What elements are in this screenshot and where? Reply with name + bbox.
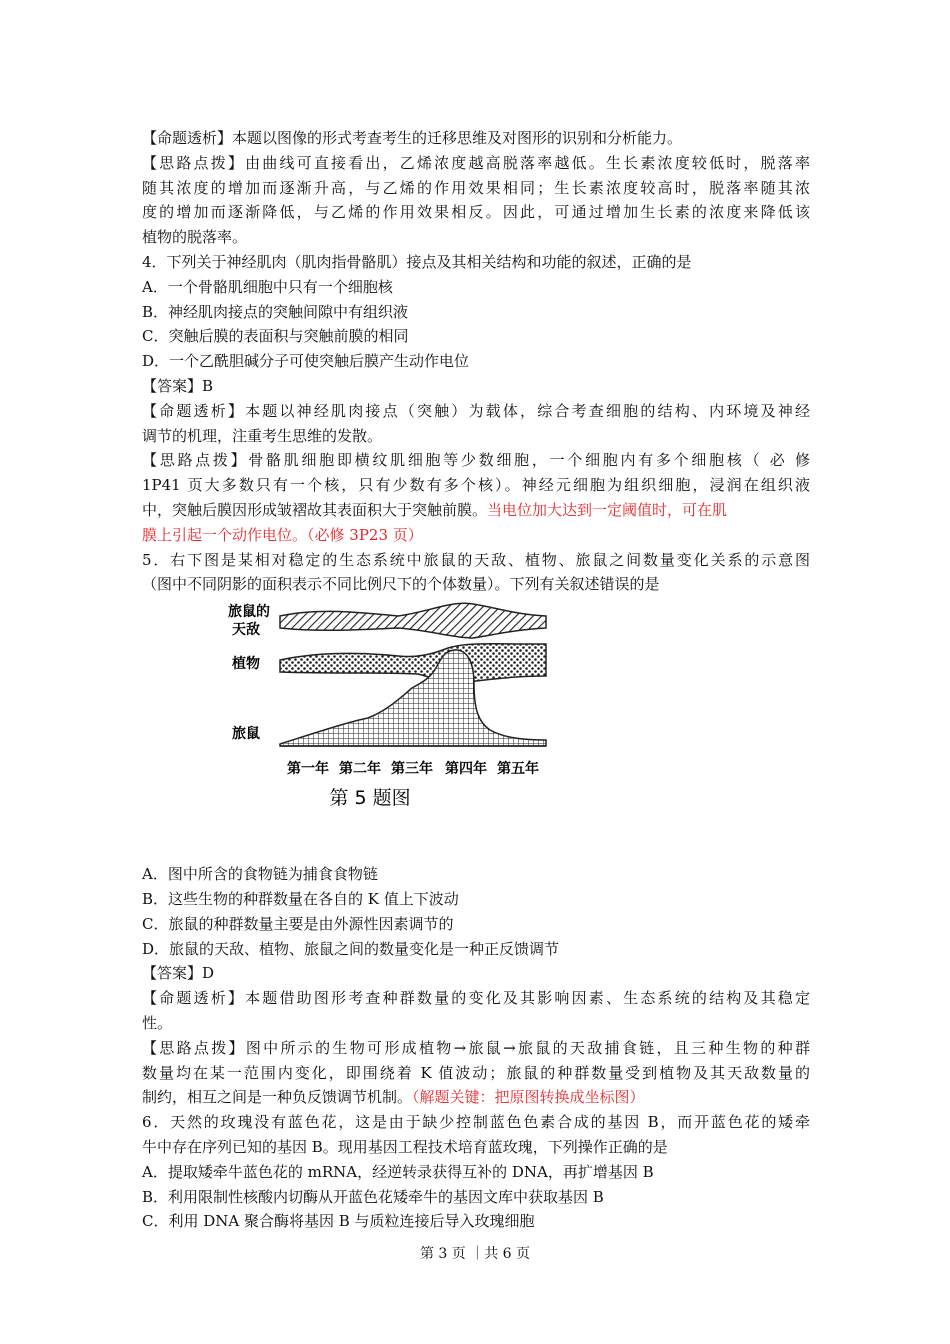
q4-analysis: 【命题透析】本题以神经肌肉接点（突触）为载体，综合考查细胞的结构、内环境及神经 — [142, 401, 810, 420]
q4-hint-highlight: 当电位加大达到一定阈值时，可在肌 — [487, 500, 728, 519]
q4-option-c: C．突触后膜的表面积与突触前膜的相同 — [142, 327, 409, 346]
text-line: 植物的脱落率。 — [142, 228, 248, 247]
q4-option-a: A．一个骨骼肌细胞中只有一个细胞核 — [142, 277, 393, 296]
q6-option-c: C．利用 DNA 聚合酶将基因 B 与质粒连接后导入玫瑰细胞 — [142, 1212, 535, 1231]
q4-option-b: B．神经肌肉接点的突触间隙中有组织液 — [142, 302, 409, 321]
text-line: 【命题透析】本题以图像的形式考查考生的迁移思维及对图形的识别和分析能力。 — [142, 129, 683, 147]
q4-option-d: D．一个乙酰胆碱分子可使突触后膜产生动作电位 — [142, 352, 470, 371]
predator-band — [280, 603, 546, 638]
tick-year-1: 第一年 — [287, 761, 329, 778]
question-6: 6．天然的玫瑰没有蓝色花，这是由于缺少控制蓝色色素合成的基因 B，而开蓝色花的矮牵 — [142, 1113, 810, 1132]
figure-caption: 第 5 题图 — [329, 787, 411, 810]
document-body — [142, 126, 810, 1234]
q5-analysis: 性。 — [142, 1013, 173, 1032]
q4-hint: 1P41 页大多数只有一个核，只有少数有多个核）。神经元细胞为组织细胞，浸润在组织液 — [142, 476, 810, 495]
question-6: 牛中存在序列已知的基因 B。现用基因工程技术培育蓝玫瑰，下列操作正确的是 — [142, 1137, 668, 1156]
population-figure — [142, 598, 810, 860]
tick-year-2: 第二年 — [339, 761, 381, 778]
page-footer: 第 3 页 ｜共 6 页 — [419, 1246, 531, 1262]
q4-hint — [142, 498, 810, 523]
population-diagram — [228, 598, 558, 856]
q5-hint — [142, 1085, 810, 1110]
q5-hint-highlight: （解题关键：把原图转换成坐标图） — [412, 1088, 645, 1107]
label-lemming: 旅鼠 — [232, 726, 260, 743]
q5-option-b: B．这些生物的种群数量在各自的 K 值上下波动 — [142, 889, 459, 908]
question-5: 5．右下图是某相对稳定的生态系统中旅鼠的天敌、植物、旅鼠之间数量变化关系的示意图 — [142, 550, 810, 569]
q6-option-a: A．提取矮牵牛蓝色花的 mRNA，经逆转录获得互补的 DNA，再扩增基因 B — [142, 1162, 654, 1181]
tick-year-4: 第四年 — [445, 761, 487, 778]
question-4: 4．下列关于神经肌肉（肌肉指骨骼肌）接点及其相关结构和功能的叙述，正确的是 — [142, 252, 692, 271]
q4-hint: 【思路点拨】骨骼肌细胞即横纹肌细胞等少数细胞，一个细胞内有多个细胞核（ 必 修 — [142, 451, 810, 470]
q5-analysis: 【命题透析】本题借助图形考查种群数量的变化及其影响因素、生态系统的结构及其稳定 — [142, 989, 810, 1008]
q4-hint-text: 中，突触后膜因形成皱褶故其表面积大于突触前膜。 — [142, 500, 488, 519]
q5-option-a: A．图中所含的食物链为捕食食物链 — [142, 865, 378, 884]
q5-option-d: D．旅鼠的天敌、植物、旅鼠之间的数量变化是一种正反馈调节 — [142, 939, 560, 958]
q5-option-c: C．旅鼠的种群数量主要是由外源性因素调节的 — [142, 914, 454, 933]
q5-answer: 【答案】D — [142, 964, 215, 983]
tick-year-5: 第五年 — [497, 761, 539, 778]
text-line: 随其浓度的增加而逐渐升高，与乙烯的作用效果相同；生长素浓度较高时，脱落率随其浓 — [142, 178, 810, 197]
q5-hint: 数量均在某一范围内变化，即围绕着 K 值波动；旅鼠的种群数量受到植物及其天敌数量的 — [142, 1063, 810, 1082]
question-5: （图中不同阴影的面积表示不同比例尺下的个体数量）。下列有关叙述错误的是 — [142, 575, 660, 594]
label-predator-line2: 天敌 — [232, 622, 260, 639]
tick-year-3: 第三年 — [391, 761, 433, 778]
q5-hint: 【思路点拨】图中所示的生物可形成植物→旅鼠→旅鼠的天敌捕食链，且三种生物的种群 — [142, 1038, 810, 1057]
q4-answer: 【答案】B — [142, 376, 214, 395]
label-plant: 植物 — [232, 656, 260, 673]
plant-band — [280, 644, 546, 683]
q4-analysis: 调节的机理，注重考生思维的发散。 — [142, 426, 383, 445]
text-line: 度的增加而逐渐降低，与乙烯的作用效果相反。因此，可通过增加生长素的浓度来降低该 — [142, 203, 810, 222]
q4-hint-highlight: 膜上引起一个动作电位。（必修 3P23 页） — [142, 525, 423, 544]
text-line: 【思路点拨】由曲线可直接看出，乙烯浓度越高脱落率越低。生长素浓度较低时，脱落率 — [142, 153, 810, 172]
q6-option-b: B．利用限制性核酸内切酶从开蓝色花矮牵牛的基因文库中获取基因 B — [142, 1187, 604, 1206]
label-predator-line1: 旅鼠的 — [228, 604, 270, 621]
q5-hint-text: 制约，相互之间是一种负反馈调节机制。 — [142, 1088, 413, 1107]
